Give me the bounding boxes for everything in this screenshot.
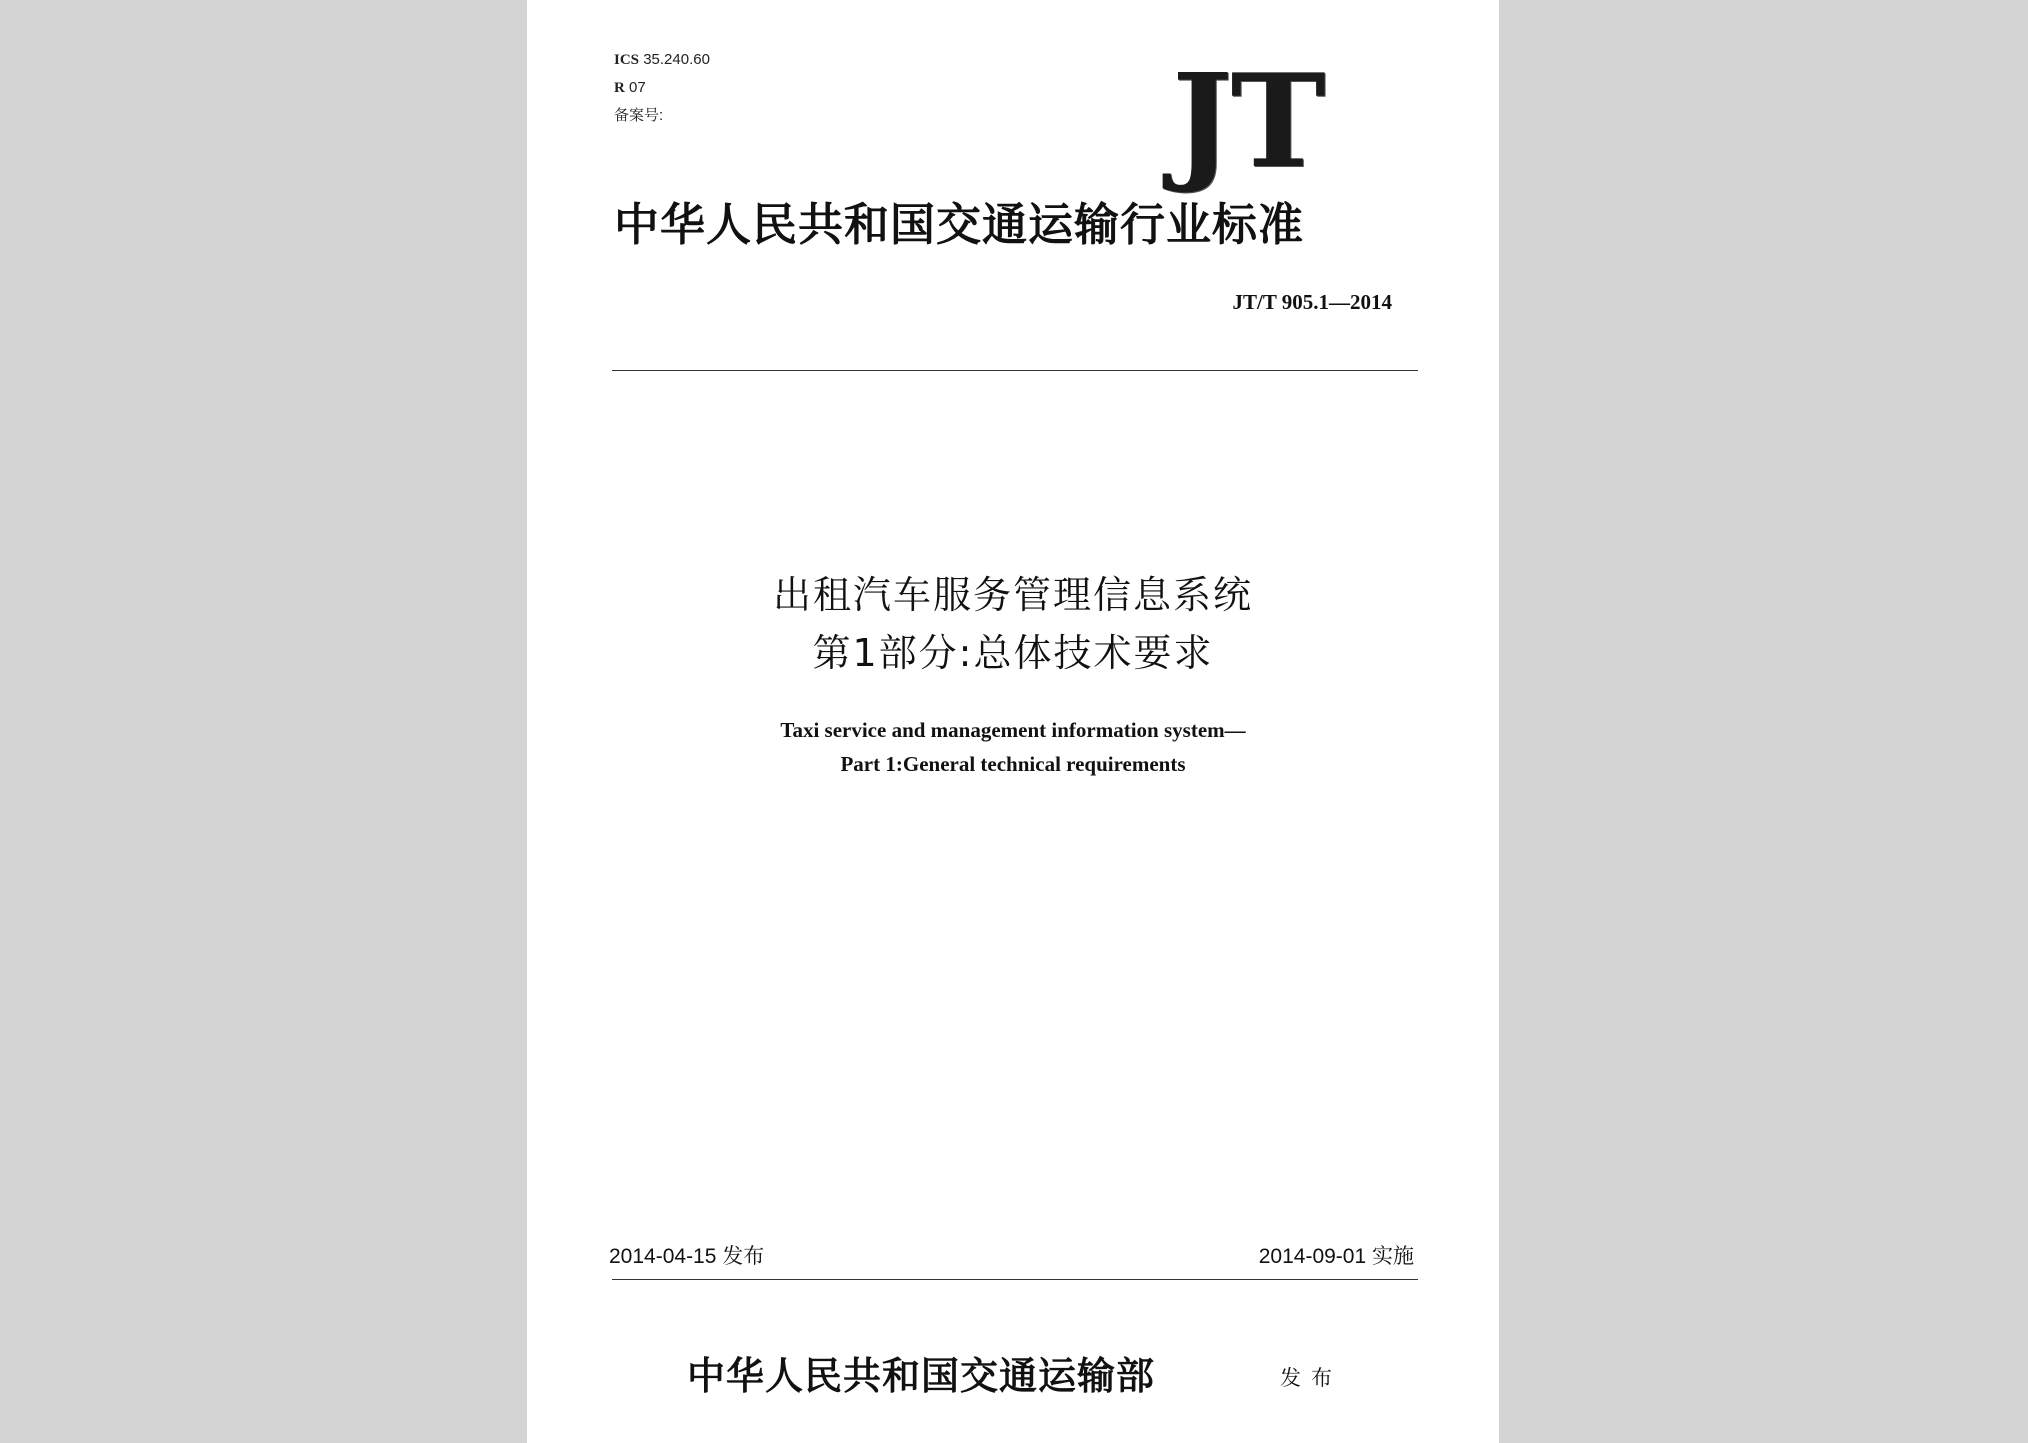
- ics-code: [614, 52, 710, 68]
- ics-value: 35.240.60: [643, 51, 710, 68]
- title-en-line2: Part 1:General technical requirements: [840, 752, 1186, 776]
- footer-divider: [612, 1279, 1418, 1280]
- jt-logo: JT: [1172, 47, 1324, 197]
- issue-date: 2014-04-15 发布: [609, 1245, 765, 1268]
- standard-type-heading: 中华人民共和国交通运输行业标准: [614, 198, 1305, 251]
- ics-label: ICS: [614, 52, 640, 68]
- publish-label: 发布: [1280, 1366, 1342, 1390]
- title-cn-line1: 出租汽车服务管理信息系统: [772, 573, 1253, 617]
- publisher-name: 中华人民共和国交通运输部: [687, 1353, 1156, 1398]
- implementation-date: 2014-09-01 实施: [1258, 1245, 1414, 1268]
- standard-number: JT/T 905.1—2014: [1232, 290, 1392, 314]
- header-divider: [612, 370, 1418, 371]
- record-number-label: 备案号:: [614, 107, 664, 124]
- ccs-label: R: [614, 80, 625, 96]
- title-cn-line2: 第1部分:总体技术要求: [812, 631, 1214, 675]
- document-page: [527, 0, 1499, 1443]
- ccs-value: 07: [629, 79, 646, 96]
- ccs-code: [614, 80, 646, 96]
- title-en-line1: Taxi service and management information system—: [780, 718, 1246, 742]
